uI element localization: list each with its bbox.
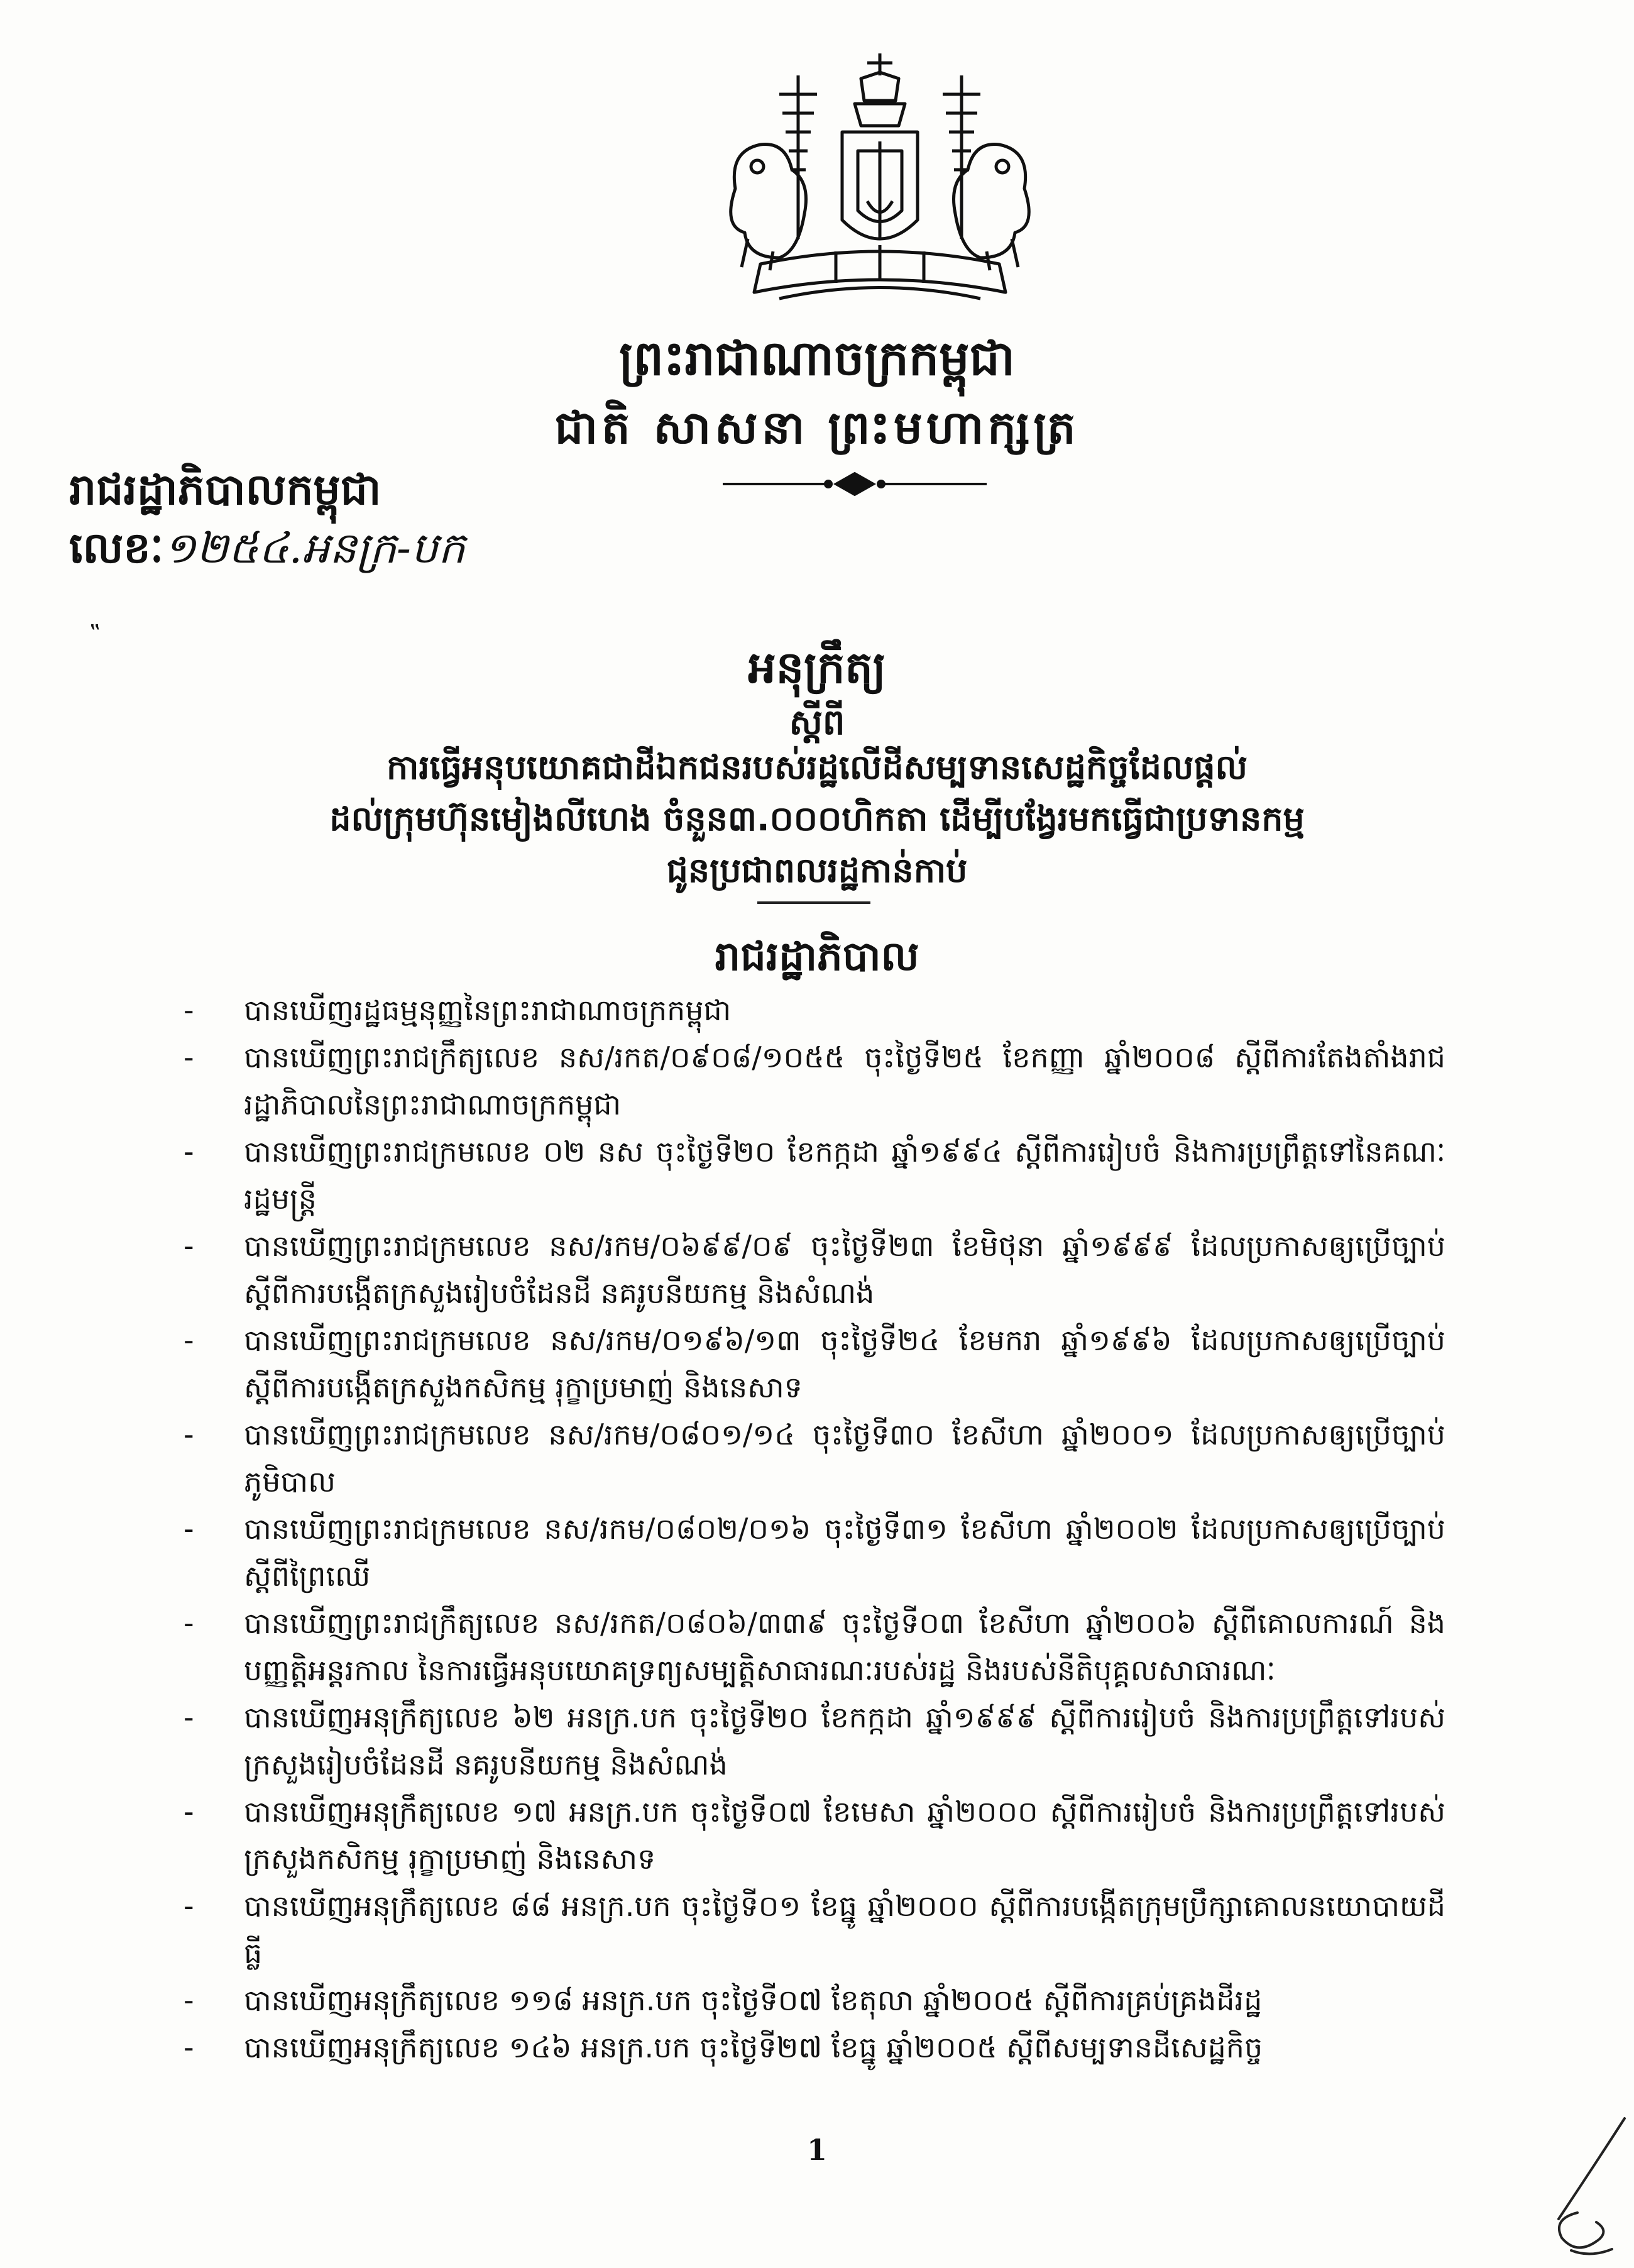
list-item	[0, 2024, 1634, 2071]
ornamental-divider-icon	[723, 468, 987, 500]
reference-number	[69, 520, 465, 577]
consideration-text: បានឃើញអនុក្រឹត្យលេខ ៨៨ អនក្រ.បក ចុះថ្ងៃទី០១ ខែធ្នូ ឆ្នាំ២០០០ ស្តីពីការបង្កើតក្រុមប្រឹក្សាគោលនយោបាយដីធ្លី	[244, 1889, 1445, 1970]
list-item	[0, 987, 1634, 1034]
list-bullet: -	[184, 993, 194, 1027]
list-item	[0, 1317, 1634, 1411]
list-bullet: -	[184, 1983, 194, 2017]
subject-line: ជូនប្រជាពលរដ្ឋកាន់កាប់	[666, 851, 968, 890]
national-motto: ជាតិ សាសនា ព្រះមហាក្សត្រ	[554, 401, 1080, 454]
kingdom-title: ព្រះរាជាណាចក្រកម្ពុជា	[619, 330, 1015, 386]
consideration-text: បានឃើញអនុក្រឹត្យលេខ ៦២ អនក្រ.បក ចុះថ្ងៃទី២០ ខែកក្កដា ឆ្នាំ១៩៩៩ ស្តីពីការរៀបចំ និងការប្រព្រឹត្តទៅរបស់ក្រសួងរៀបចំដែនដី នគរូបនីយកម្ម និងសំណង់	[244, 1700, 1445, 1781]
list-bullet: -	[184, 1889, 194, 1923]
consideration-text: បានឃើញព្រះរាជក្រឹត្យលេខ នស/រកត/០៨០៦/៣៣៩ ចុះថ្ងៃទី០៣ ខែសីហា ឆ្នាំ២០០៦ ស្តីពីគោលការណ៍ និងបញ្ញត្តិអន្តរកាល នៃការធ្វើអនុបយោគទ្រព្យសម្បត្តិសាធារណៈរបស់រដ្ឋ និងរបស់នីតិបុគ្គលសាធារណៈ	[244, 1606, 1445, 1687]
list-item	[0, 1128, 1634, 1223]
list-bullet: -	[184, 1418, 194, 1451]
consideration-text: បានឃើញអនុក្រឹត្យលេខ ១៧ អនក្រ.បក ចុះថ្ងៃទី០៧ ខែមេសា ឆ្នាំ២០០០ ស្តីពីការរៀបចំ និងការប្រព្រឹត្តទៅរបស់ក្រសួងកសិកម្ម រុក្ខាប្រមាញ់ និងនេសាទ	[244, 1795, 1445, 1876]
consideration-text: បានឃើញអនុក្រឹត្យលេខ ១១៨ អនក្រ.បក ចុះថ្ងៃទី០៧ ខែតុលា ឆ្នាំ២០០៥ ស្តីពីការគ្រប់គ្រងដីរដ្ឋ	[244, 1983, 1263, 2017]
list-item	[0, 1600, 1634, 1694]
document-subject	[163, 742, 1471, 896]
list-item	[0, 1694, 1634, 1788]
list-item	[0, 1883, 1634, 1977]
document-type: អនុក្រឹត្យ	[748, 642, 886, 693]
government-name: រាជរដ្ឋាភិបាលកម្ពុជា	[69, 465, 381, 515]
signature-mark-icon	[1483, 2093, 1634, 2268]
page-number: 1	[806, 2133, 827, 2167]
royal-coat-of-arms-icon	[710, 50, 1050, 314]
list-item	[0, 1223, 1634, 1317]
list-bullet: -	[184, 2030, 194, 2064]
reference-value: ១២៥៤.អនក្រ-បក	[163, 524, 466, 573]
list-bullet: -	[184, 1135, 194, 1169]
issuing-body: រាជរដ្ឋាភិបាល	[715, 933, 919, 980]
consideration-text: បានឃើញរដ្ឋធម្មនុញ្ញនៃព្រះរាជាណាចក្រកម្ពុជា	[244, 993, 732, 1027]
list-item	[0, 1506, 1634, 1600]
reference-label: លេខៈ	[69, 524, 164, 573]
list-bullet: -	[184, 1323, 194, 1357]
list-item	[0, 1034, 1634, 1128]
consideration-text: បានឃើញអនុក្រឹត្យលេខ ១៤៦ អនក្រ.បក ចុះថ្ងៃទី២៧ ខែធ្នូ ឆ្នាំ២០០៥ ស្តីពីសម្បទានដីសេដ្ឋកិច្ច	[244, 2030, 1263, 2064]
list-bullet: -	[184, 1700, 194, 1734]
list-bullet: -	[184, 1040, 194, 1074]
list-bullet: -	[184, 1229, 194, 1263]
consideration-text: បានឃើញព្រះរាជក្រមលេខ នស/រកម/០៨០២/០១៦ ចុះថ្ងៃទី៣១ ខែសីហា ឆ្នាំ២០០២ ដែលប្រកាសឲ្យប្រើច្បាប់ ស្តីពីព្រៃឈើ	[244, 1512, 1445, 1593]
list-item	[0, 1411, 1634, 1506]
consideration-text: បានឃើញព្រះរាជក្រមលេខ នស/រកម/០៦៩៩/០៩ ចុះថ្ងៃទី២៣ ខែមិថុនា ឆ្នាំ១៩៩៩ ដែលប្រកាសឲ្យប្រើច្បាប់ ស្តីពីការបង្កើតក្រសួងរៀបចំដែនដី នគរូបនីយកម្ម និងសំណង់	[244, 1229, 1445, 1310]
consideration-text: បានឃើញព្រះរាជក្រឹត្យលេខ នស/រកត/០៩០៨/១០៥៥ ចុះថ្ងៃទី២៥ ខែកញ្ញា ឆ្នាំ២០០៨ ស្តីពីការតែងតាំងរាជរដ្ឋាភិបាលនៃព្រះរាជាណាចក្រកម្ពុជា	[244, 1040, 1445, 1121]
subject-line: ដល់ក្រុមហ៊ុនមៀងលីហេង ចំនួន៣.០០០ហិកតា ដើម្បីបង្វែរមកធ្វើជាប្រទានកម្ម	[329, 799, 1305, 839]
consideration-text: បានឃើញព្រះរាជក្រមលេខ នស/រកម/០១៩៦/១៣ ចុះថ្ងៃទី២៤ ខែមករា ឆ្នាំ១៩៩៦ ដែលប្រកាសឲ្យប្រើច្បាប់ ស្តីពីការបង្កើតក្រសួងកសិកម្ម រុក្ខាប្រមាញ់ និងនេសាទ	[244, 1323, 1445, 1404]
list-bullet: -	[184, 1795, 194, 1829]
scan-mark: ‟	[89, 620, 101, 646]
list-bullet: -	[184, 1512, 194, 1546]
list-bullet: -	[184, 1606, 194, 1640]
subject-line: ការធ្វើអនុបយោគជាដីឯកជនរបស់រដ្ឋលើដីសម្បទានសេដ្ឋកិច្ចដែលផ្តល់	[386, 747, 1248, 787]
list-item	[0, 1788, 1634, 1883]
considerations-list	[0, 987, 1634, 2071]
list-item	[0, 1977, 1634, 2024]
about-label: ស្តីពី	[789, 702, 845, 743]
consideration-text: បានឃើញព្រះរាជក្រមលេខ នស/រកម/០៨០១/១៤ ចុះថ្ងៃទី៣០ ខែសីហា ឆ្នាំ២០០១ ដែលប្រកាសឲ្យប្រើច្បាប់ភូមិបាល	[244, 1418, 1445, 1499]
consideration-text: បានឃើញព្រះរាជក្រមលេខ ០២ នស ចុះថ្ងៃទី២០ ខែកក្កដា ឆ្នាំ១៩៩៤ ស្តីពីការរៀបចំ និងការប្រព្រឹត្តទៅនៃគណៈរដ្ឋមន្ត្រី	[244, 1135, 1445, 1216]
title-divider	[757, 901, 870, 904]
